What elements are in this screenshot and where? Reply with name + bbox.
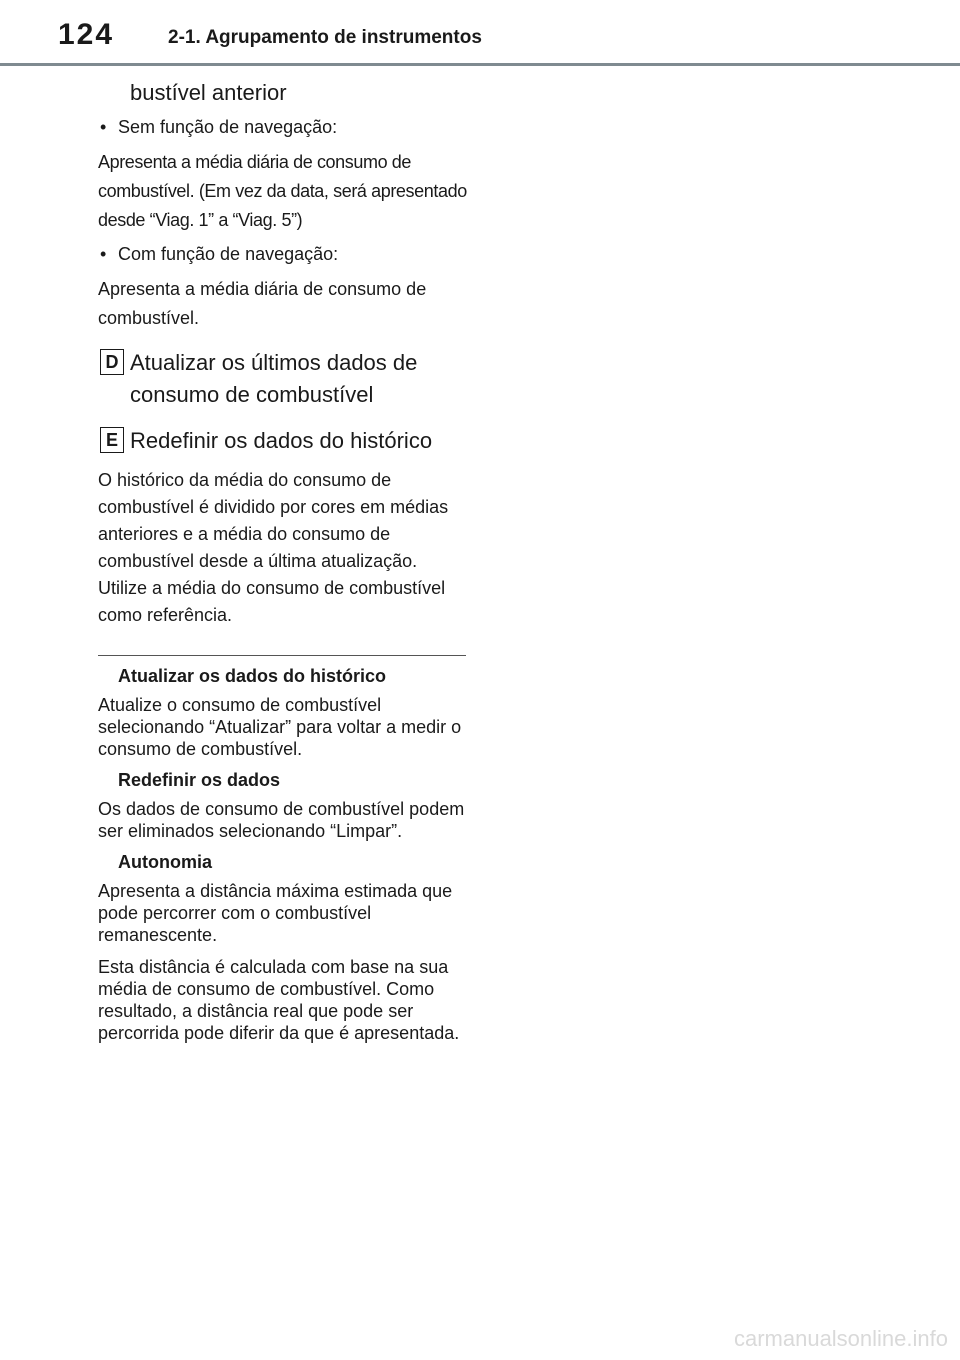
note-range: [98, 850, 470, 1044]
header-divider: [0, 63, 960, 66]
note-heading: Redefinir os dados: [118, 770, 281, 790]
item-e-text: Redefinir os dados do histórico: [130, 428, 433, 453]
page-number: 124: [58, 18, 115, 51]
item-e: [98, 425, 470, 457]
bullet-with-navigation: • Com função de navegação:: [98, 241, 470, 267]
note-heading: Atualizar os dados do histórico: [118, 666, 387, 686]
paragraph-without-navigation: Apresenta a média diária de consumo de combustível. (Em vez da data, será apresentado desde “Viag. 1” a “Viag. 5”): [98, 152, 467, 230]
notes-divider: [98, 655, 466, 656]
paragraph-history: O histórico da média do consumo de combustível é dividido por cores em médias anteriores e a média do consumo de combustível desde a última atualização. Utilize a média do consumo de combustível como referência.: [98, 470, 449, 625]
note-paragraph: Atualize o consumo de combustível selecionando “Atualizar” para voltar a medir o consumo de combustível.: [98, 695, 462, 759]
note-paragraph: Os dados de consumo de combustível podem ser eliminados selecionando “Limpar”.: [98, 799, 465, 841]
badge-d: D: [100, 349, 124, 375]
item-d-text: Atualizar os últimos dados de consumo de combustível: [130, 350, 418, 407]
badge-e: E: [100, 427, 124, 453]
footer-watermark: carmanualsonline.info: [733, 1326, 948, 1351]
note-paragraph: Esta distância é calculada com base na sua média de consumo de combustível. Como resultado, a distância real que pode ser percorrida pode diferir da que é apresentada.: [98, 957, 460, 1043]
note-paragraph: Apresenta a distância máxima estimada que pode percorrer com o combustível remanescente.: [98, 881, 453, 945]
note-update-history: [98, 664, 470, 760]
note-reset-data: [98, 768, 470, 842]
section-title: 2-1. Agrupamento de instrumentos: [168, 27, 482, 48]
bullet-without-navigation: • Sem função de navegação:: [98, 114, 470, 140]
page-header: [0, 0, 960, 70]
note-heading: Autonomia: [118, 852, 212, 872]
item-d: [98, 347, 470, 411]
paragraph-with-navigation: Apresenta a média diária de consumo de combustível.: [98, 279, 427, 328]
continued-text: bustível anterior: [130, 80, 287, 105]
main-column: [98, 74, 470, 1044]
